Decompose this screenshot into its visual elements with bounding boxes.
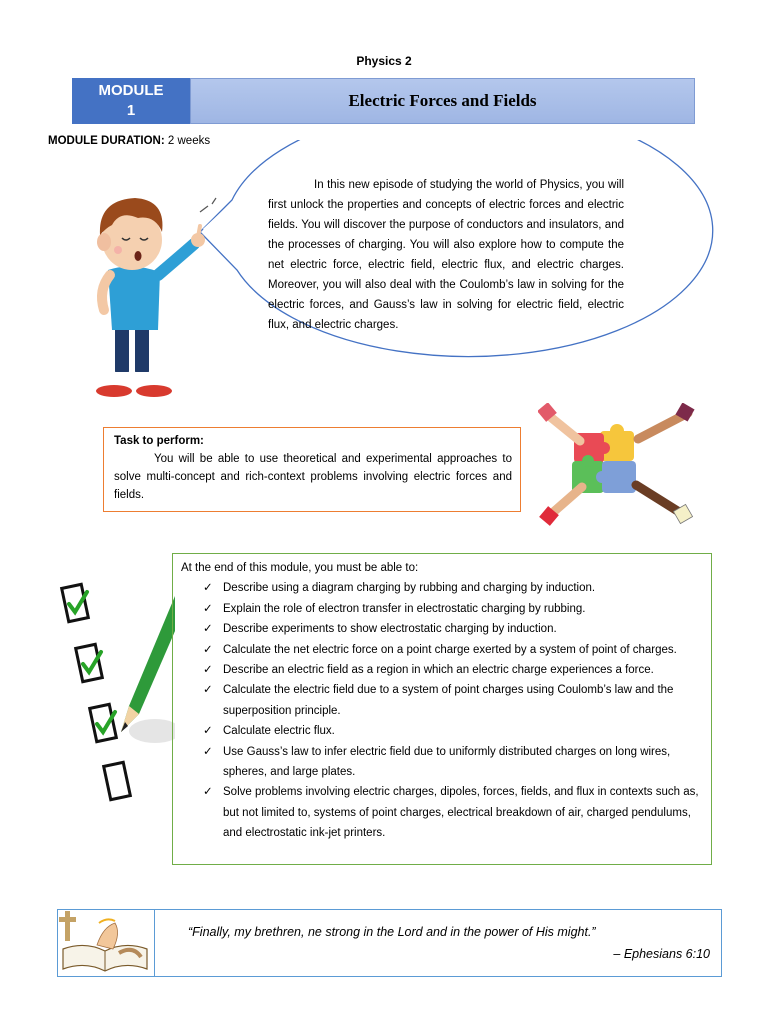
bible-praying-hands-icon [57, 909, 153, 975]
checkmark-icon: ✓ [203, 684, 213, 697]
subject-label: Physics 2 [356, 54, 412, 68]
checklist-pencil-icon [55, 556, 175, 824]
objective-item: ✓ Describe an electric field as a region in which an electric charge experiences a force. [203, 660, 703, 680]
checkmark-icon: ✓ [203, 664, 213, 677]
task-body: You will be able to use theoretical and experimental approaches to solve multi-concept and rich-context problems involving electric forces and fields. [114, 453, 512, 501]
duration-label: MODULE DURATION: [48, 135, 165, 147]
objective-item: ✓ Describe using a diagram charging by rubbing and charging by induction. [203, 578, 703, 598]
objective-item: ✓ Use Gauss’s law to infer electric field due to uniformly distributed charges on long wires, spheres, and large plates. [203, 742, 703, 783]
objective-item: ✓ Describe experiments to show electrostatic charging by induction. [203, 619, 703, 639]
quote-text: “Finally, my brethren, ne strong in the Lord and in the power of His might.” [188, 925, 596, 939]
checkmark-icon: ✓ [203, 623, 213, 636]
task-title: Task to perform: [114, 435, 204, 447]
objective-item: ✓ Calculate the net electric force on a point charge exerted by a system of point of charges. [203, 640, 703, 660]
objectives-box [172, 553, 712, 865]
quote-box [57, 909, 722, 977]
objective-item: ✓ Calculate the electric field due to a system of point charges using Coulomb’s law and the superposition principle. [203, 680, 703, 721]
checkmark-icon: ✓ [203, 745, 213, 758]
boy-icon [96, 198, 205, 397]
quote-image-frame [57, 909, 155, 977]
objective-item: ✓ Explain the role of electron transfer in electrostatic charging by rubbing. [203, 599, 703, 619]
objective-item: ✓ Solve problems involving electric charges, dipoles, forces, fields, and flux in contexts such as, but not limited to, systems of point charges, electrical breakdown of air, charged pendulums, and electrostatic ink-jet printers. [203, 782, 703, 843]
module-title: Electric Forces and Fields [190, 78, 695, 124]
checkmark-icon: ✓ [203, 786, 213, 799]
quote-reference: – Ephesians 6:10 [613, 947, 710, 961]
module-badge [72, 78, 190, 124]
checkmark-icon: ✓ [203, 582, 213, 595]
module-label: MODULE [98, 82, 164, 99]
puzzle-hands-icon [538, 403, 696, 528]
objectives-intro: At the end of this module, you must be able to: [181, 562, 419, 574]
objectives-list [181, 578, 703, 843]
task-box [103, 427, 521, 512]
duration-value: 2 weeks [167, 135, 211, 147]
intro-paragraph: In this new episode of studying the world of Physics, you will first unlock the properties and concepts of electric forces and electric fields. You will discover the purpose of conductors and insulators, and the processes of charging. You will also explore how to compute the net electric force, electric field, electric flux, and electric charges. Moreover, you will also deal with the Coulomb’s law in solving for the electric forces, and Gauss’s law in solving for electric field, electric flux, and electric charges. [268, 179, 624, 331]
module-number: 1 [126, 102, 136, 119]
checkmark-icon: ✓ [203, 725, 213, 738]
checkmark-icon: ✓ [203, 643, 213, 656]
objective-item: ✓ Calculate electric flux. [203, 721, 703, 741]
checkmark-icon: ✓ [203, 602, 213, 615]
